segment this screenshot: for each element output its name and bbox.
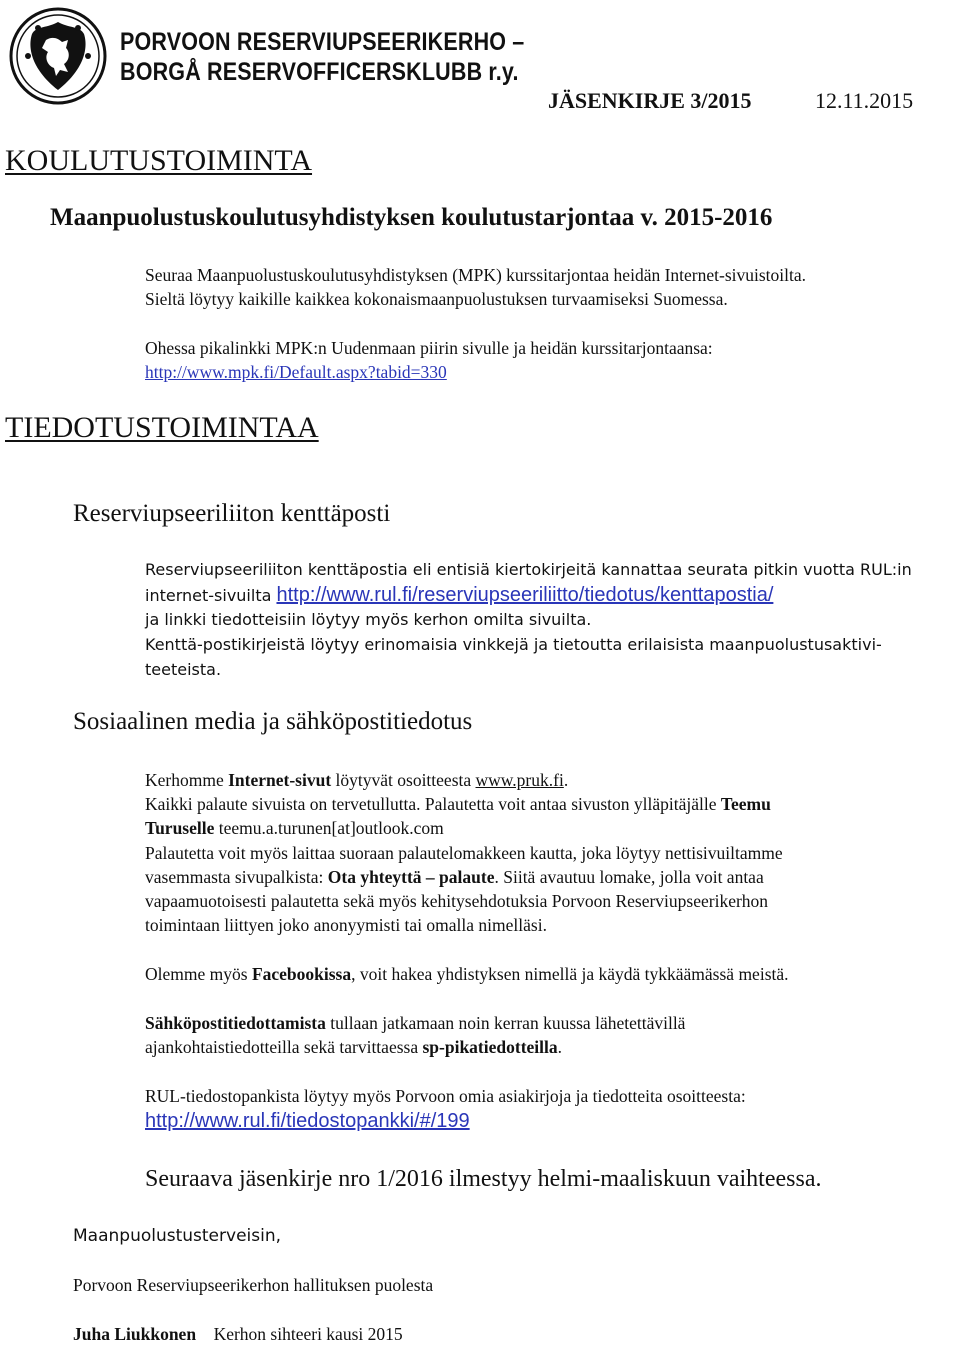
mpk-paragraph-line1: Seuraa Maanpuolustuskoulutusyhdistyksen (MPK) kurssitarjontaa heidän Internet-sivuistoilta. — [145, 265, 807, 285]
kenttaposti-line2-text: internet-sivuilta — [145, 586, 277, 605]
social-line1-text-a: Kerhomme — [145, 770, 229, 790]
org-name-swedish: BORGÅ RESERVOFFICERSKLUBB r.y. — [120, 58, 519, 86]
signer-name: Juha Liukkonen — [73, 1324, 197, 1344]
maintainer-firstname: Teemu — [720, 794, 771, 814]
kenttaposti-line2 — [145, 583, 773, 609]
email-line1-text: tullaan jatkamaan noin kerran kuussa lähetettävillä — [325, 1013, 686, 1033]
greeting: Maanpuolustusterveisin, — [73, 1226, 282, 1246]
internet-sivut-label: Internet-sivut — [228, 770, 332, 790]
social-line2 — [145, 792, 771, 817]
pruk-website-link[interactable]: www.pruk.fi — [475, 770, 564, 790]
kenttaposti-line1: Reserviupseeriliiton kenttäpostia eli entisiä kiertokirjeitä kannattaa seurata pitkin vuotta RUL:in — [145, 560, 912, 579]
email-info-label: Sähköpostitiedottamista — [145, 1013, 326, 1033]
social-line1-period: . — [563, 770, 569, 790]
email-line2-text-a: ajankohtaistiedotteilla sekä tarvittaessa — [145, 1037, 423, 1057]
signer-role: Kerhon sihteeri kausi 2015 — [213, 1324, 403, 1344]
email-line2-period: . — [557, 1037, 563, 1057]
sender-line: Porvoon Reserviupseerikerhon hallituksen puolesta — [73, 1275, 434, 1295]
sp-pikatiedote-label: sp-pikatiedotteilla — [422, 1037, 558, 1057]
facebook-line-text-c: , voit hakea yhdistyksen nimellä ja käydä tykkäämässä meistä. — [351, 964, 789, 984]
social-line4: Palautetta voit myös laittaa suoraan palautelomakkeen kautta, joka löytyy nettisivuiltamme — [145, 843, 783, 863]
newsletter-issue: JÄSENKIRJE 3/2015 — [548, 88, 752, 113]
social-line7: toimintaan liittyen joko anonyymisti tai omalla nimelläsi. — [145, 915, 547, 935]
kenttaposti-line4: Kenttä-postikirjeistä löytyy erinomaisia vinkkejä ja tietoutta erilaisista maanpuolustusaktivi- — [145, 635, 882, 654]
kenttaposti-line5: teeteista. — [145, 660, 222, 679]
social-line5 — [145, 865, 764, 890]
signature-line — [73, 1322, 403, 1347]
mpk-quicklink-text: Ohessa pikalinkki MPK:n Uudenmaan piirin sivulle ja heidän kurssitarjontaansa: — [145, 338, 713, 358]
next-issue-notice: Seuraava jäsenkirje nro 1/2016 ilmestyy helmi-maaliskuun vaihteessa. — [145, 1166, 822, 1192]
kenttaposti-line3: ja linkki tiedotteisiin löytyy myös kerhon omilta sivuilta. — [145, 610, 592, 629]
contact-feedback-label: Ota yhteyttä – palaute — [327, 867, 495, 887]
section-heading-koulutus: KOULUTUSTOIMINTA — [5, 144, 313, 177]
subheading-mpk: Maanpuolustuskoulutusyhdistyksen koulutustarjontaa v. 2015-2016 — [50, 204, 773, 231]
org-name-finnish: PORVOON RESERVIUPSEERIKERHO – — [120, 28, 525, 56]
newsletter-date: 12.11.2015 — [815, 88, 914, 113]
social-line5-text-a: vasemmasta sivupalkista: — [145, 867, 328, 887]
facebook-line-text-a: Olemme myös — [145, 964, 252, 984]
subheading-social-media: Sosiaalinen media ja sähköpostitiedotus — [73, 708, 473, 735]
social-line1 — [145, 768, 568, 793]
social-line3 — [145, 816, 444, 841]
rul-filebank-text: RUL-tiedostopankista löytyy myös Porvoon omia asiakirjoja ja tiedotteita osoitteesta: — [145, 1086, 746, 1106]
facebook-line — [145, 962, 789, 987]
maintainer-surname: Turuselle — [145, 818, 215, 838]
social-line1-text-c: löytyvät osoitteesta — [331, 770, 476, 790]
social-line5-text-c: . Siitä avautuu lomake, jolla voit antaa — [494, 867, 764, 887]
facebook-label: Facebookissa — [251, 964, 352, 984]
maintainer-email: teemu.a.turunen[at]outlook.com — [214, 818, 444, 838]
email-line2 — [145, 1035, 562, 1060]
subheading-kenttaposti: Reserviupseeriliiton kenttäposti — [73, 500, 391, 527]
mpk-link[interactable]: http://www.mpk.fi/Default.aspx?tabid=330 — [145, 362, 447, 382]
rul-filebank-link[interactable]: http://www.rul.fi/tiedostopankki/#/199 — [145, 1110, 470, 1132]
club-crest-logo — [8, 6, 108, 106]
rul-kenttaposti-link[interactable]: http://www.rul.fi/reserviupseeriliitto/tiedotus/kenttapostia/ — [276, 584, 774, 606]
section-heading-tiedotus: TIEDOTUSTOIMINTAA — [5, 411, 319, 444]
social-line6: vapaamuotoisesti palautetta sekä myös kehitysehdotuksia Porvoon Reserviupseerikerhon — [145, 891, 769, 911]
social-line2-text: Kaikki palaute sivuista on tervetullutta. Palautetta voit antaa sivuston ylläpitäjälle — [145, 794, 721, 814]
email-line1 — [145, 1011, 685, 1036]
mpk-paragraph-line2: Sieltä löytyy kaikille kaikkea kokonaismaanpuolustuksen turvaamiseksi Suomessa. — [145, 289, 728, 309]
